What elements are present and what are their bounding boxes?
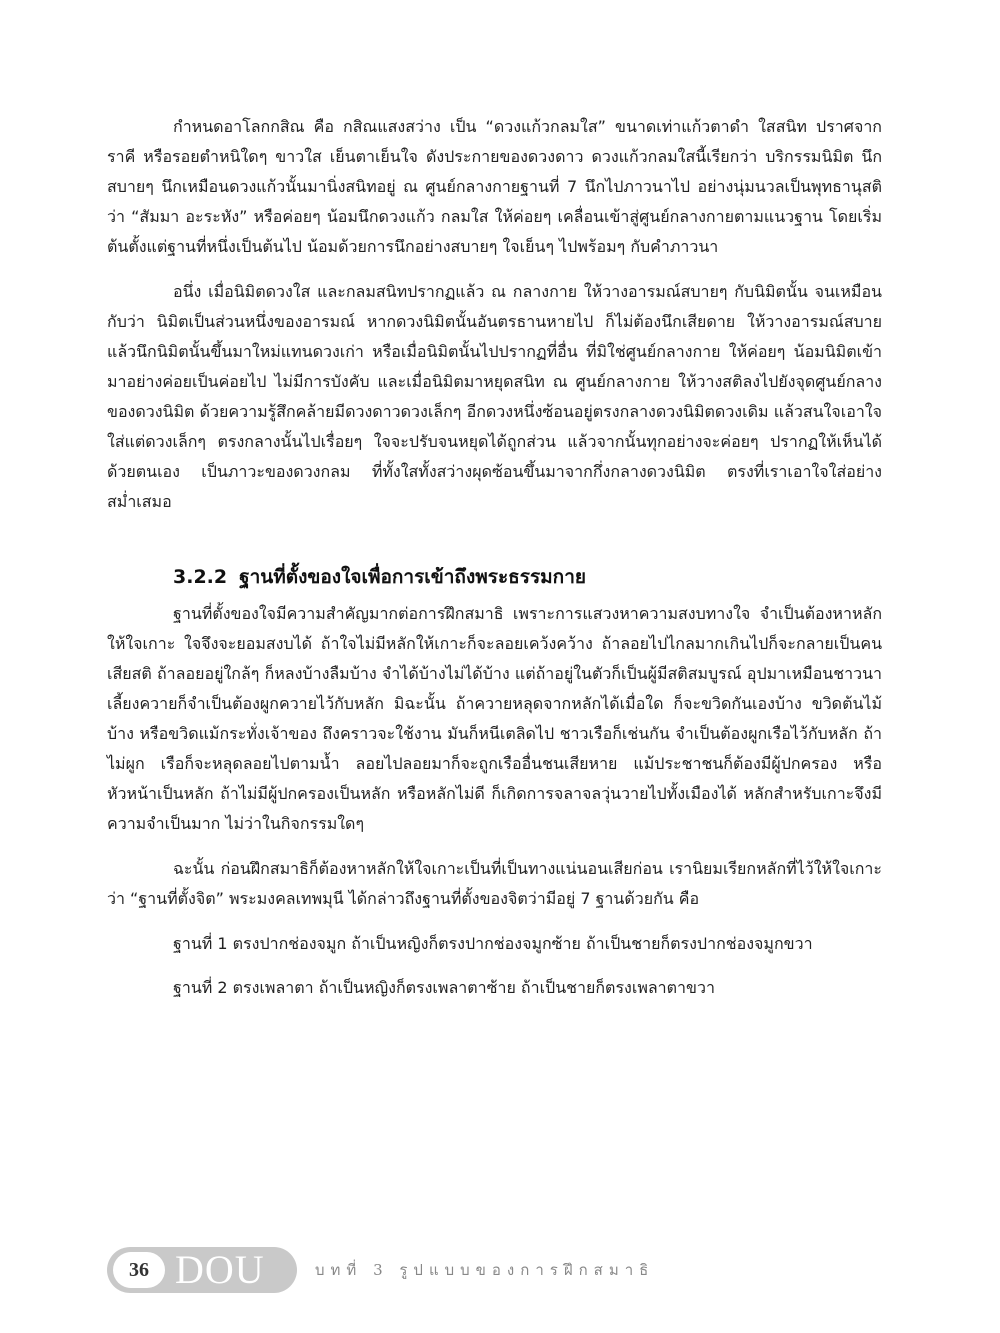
base-item-1: ฐานที่ 1 ตรงปากช่องจมูก ถ้าเป็นหญิงก็ตรงปากช่องจมูกซ้าย ถ้าเป็นชายก็ตรงปากช่องจมูกขวา [173, 934, 813, 953]
chapter-title: บทที่ 3 รูปแบบของการฝึกสมาธิ [315, 1261, 655, 1279]
paragraph-nimitta: อนึ่ง เมื่อนิมิตดวงใส และกลมสนิทปรากฏแล้ว ณ กลางกาย ให้วางอารมณ์สบายๆ กับนิมิตนั้น จนเหมือนกับว่า นิมิตเป็นส่วนหนึ่งของอารมณ์ หากดวงนิมิตนั้นอันตรธานหายไป ก็ไม่ต้องนึกเสียดาย ให้วางอารมณ์สบาย แล้วนึกนิมิตนั้นขึ้นมาใหม่แทนดวงเก่า หรือเมื่อนิมิตนั้นไปปรากฏที่อื่น ที่มิใช่ศูนย์กลางกาย ให้ค่อยๆ น้อมนิมิตเข้ามาอย่างค่อยเป็นค่อยไป ไม่มีการบังคับ และเมื่อนิมิตมาหยุดสนิท ณ ศูนย์กลางกาย ให้วางสติลงไปยังจุดศูนย์กลางของดวงนิมิต ด้วยความรู้สึกคล้ายมีดวงดาวดวงเล็กๆ อีกดวงหนึ่งซ้อนอยู่ตรงกลางดวงนิมิตดวงเดิม แล้วสนใจเอาใจใส่แต่ดวงเล็กๆ ตรงกลางนั้นไปเรื่อยๆ ใจจะปรับจนหยุดได้ถูกส่วน แล้วจากนั้นทุกอย่างจะค่อยๆ ปรากฏให้เห็นได้ด้วยตนเอง เป็นภาวะของดวงกลม ที่ทั้งใสทั้งสว่างผุดซ้อนขึ้นมาจากกึ่งกลางดวงนิมิต ตรงที่เราเอาใจใส่อย่างสม่ำเสมอ [107, 282, 882, 511]
footer-badge [107, 1247, 297, 1293]
section-title: ฐานที่ตั้งของใจเพื่อการเข้าถึงพระธรรมกาย [239, 566, 586, 588]
section-3-2-2 [107, 561, 882, 1003]
page-content [107, 112, 882, 1003]
page-footer [107, 1247, 654, 1293]
section-number: 3.2.2 [173, 566, 228, 588]
base-item-2: ฐานที่ 2 ตรงเพลาตา ถ้าเป็นหญิงก็ตรงเพลาตาซ้าย ถ้าเป็นชายก็ตรงเพลาตาขวา [173, 978, 715, 997]
page-number: 36 [113, 1252, 165, 1288]
paragraph-seven-bases-intro: ฉะนั้น ก่อนฝึกสมาธิก็ต้องหาหลักให้ใจเกาะเป็นที่เป็นทางแน่นอนเสียก่อน เรานิยมเรียกหลักที่ไว้ให้ใจเกาะว่า “ฐานที่ตั้งจิต” พระมงคลเทพมุนี ได้กล่าวถึงฐานที่ตั้งของจิตว่ามีอยู่ 7 ฐานด้วยกัน คือ [107, 859, 882, 908]
dou-logo: DOU [175, 1247, 265, 1292]
section-heading [173, 561, 882, 593]
paragraph-kasina: กำหนดอาโลกกสิณ คือ กสิณแสงสว่าง เป็น “ดวงแก้วกลมใส” ขนาดเท่าแก้วตาดำ ใสสนิท ปราศจากราคี หรือรอยตำหนิใดๆ ขาวใส เย็นตาเย็นใจ ดังประกายของดวงดาว ดวงแก้วกลมใสนี้เรียกว่า บริกรรมนิมิต นึกสบายๆ นึกเหมือนดวงแก้วนั้นมานิ่งสนิทอยู่ ณ ศูนย์กลางกายฐานที่ 7 นึกไปภาวนาไป อย่างนุ่มนวลเป็นพุทธานุสติว่า “สัมมา อะระหัง” หรือค่อยๆ น้อมนึกดวงแก้ว กลมใส ให้ค่อยๆ เคลื่อนเข้าสู่ศูนย์กลางกายตามแนวฐาน โดยเริ่มต้นตั้งแต่ฐานที่หนึ่งเป็นต้นไป น้อมด้วยการนึกอย่างสบายๆ ใจเย็นๆ ไปพร้อมๆ กับคำภาวนา [107, 117, 882, 256]
paragraph-mind-base: ฐานที่ตั้งของใจมีความสำคัญมากต่อการฝึกสมาธิ เพราะการแสวงหาความสงบทางใจ จำเป็นต้องหาหลักให้ใจเกาะ ใจจึงจะยอมสงบได้ ถ้าใจไม่มีหลักให้เกาะก็จะลอยเคว้งคว้าง ถ้าลอยไปไกลมากเกินไปก็จะกลายเป็นคนเสียสติ ถ้าลอยอยู่ใกล้ๆ ก็หลงบ้างลืมบ้าง จำได้บ้างไม่ได้บ้าง แต่ถ้าอยู่ในตัวก็เป็นผู้มีสติสมบูรณ์ อุปมาเหมือนชาวนาเลี้ยงควายก็จำเป็นต้องผูกควายไว้กับหลัก มิฉะนั้น ถ้าควายหลุดจากหลักได้เมื่อใด ก็จะขวิดกันเองบ้าง ขวิดต้นไม้บ้าง หรือขวิดแม้กระทั่งเจ้าของ ถึงคราวจะใช้งาน มันก็หนีเตลิดไป ชาวเรือก็เช่นกัน จำเป็นต้องผูกเรือไว้กับหลัก ถ้าไม่ผูก เรือก็จะหลุดลอยไปตามน้ำ ลอยไปลอยมาก็จะถูกเรืออื่นชนเสียหาย แม้ประชาชนก็ต้องมีผู้ปกครอง หรือหัวหน้าเป็นหลัก ถ้าไม่มีผู้ปกครองเป็นหลัก หรือหลักไม่ดี ก็เกิดการจลาจลวุ่นวายไปทั้งเมืองได้ หลักสำหรับเกาะจึงมีความจำเป็นมาก ไม่ว่าในกิจกรรมใดๆ [107, 604, 882, 833]
